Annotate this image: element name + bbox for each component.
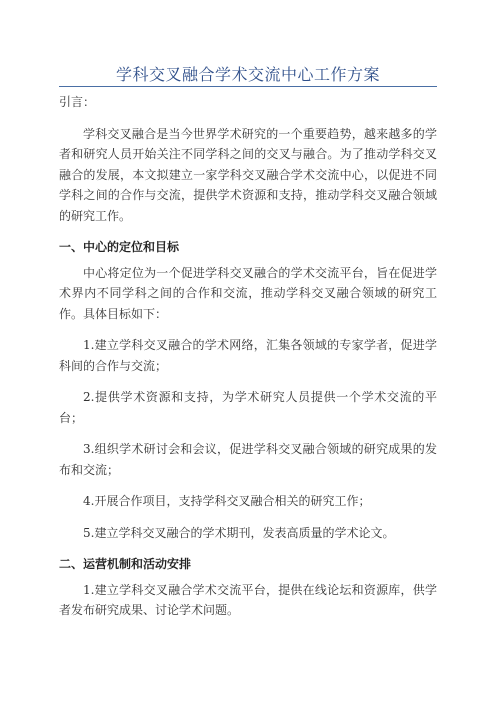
section-1-heading: 一、中心的定位和目标 — [59, 240, 180, 254]
section-1-item-5: 5.建立学科交叉融合的学术期刊，发表高质量的学术论文。 — [83, 525, 395, 540]
section-1-item-1: 1.建立学科交叉融合的学术网络，汇集各领域的专家学者，促进学科间的合作与交流； — [59, 338, 437, 373]
document-body — [59, 92, 437, 621]
section-2-heading: 二、运营机制和活动安排 — [59, 557, 192, 571]
section-1-paragraph: 中心将定位为一个促进学科交叉融合的学术交流平台，旨在促进学术界内不同学科之间的合作和交流，推动学科交叉融合领域的研究工作。具体目标如下： — [59, 265, 437, 321]
title-divider — [59, 86, 437, 87]
section-1-item-3: 3.组织学术研讨会和会议，促进学科交叉融合领域的研究成果的发布和交流； — [59, 442, 437, 477]
section-2-item-1: 1.建立学科交叉融合学术交流平台，提供在线论坛和资源库，供学者发布研究成果、讨论学术问题。 — [59, 582, 437, 617]
section-1-item-2: 2.提供学术资源和支持，为学术研究人员提供一个学术交流的平台； — [59, 390, 437, 425]
intro-paragraph: 学科交叉融合是当今世界学术研究的一个重要趋势，越来越多的学者和研究人员开始关注不同学科之间的交叉与融合。为了推动学科交叉融合的发展，本文拟建立一家学科交叉融合学术交流中心，以促进不同学科之间的合作与交流，提供学术资源和支持，推动学科交叉融合领域的研究工作。 — [59, 126, 437, 223]
intro-label: 引言： — [59, 95, 96, 109]
section-1-item-4: 4.开展合作项目，支持学科交叉融合相关的研究工作； — [83, 494, 371, 508]
document-title: 学科交叉融合学术交流中心工作方案 — [115, 65, 380, 84]
